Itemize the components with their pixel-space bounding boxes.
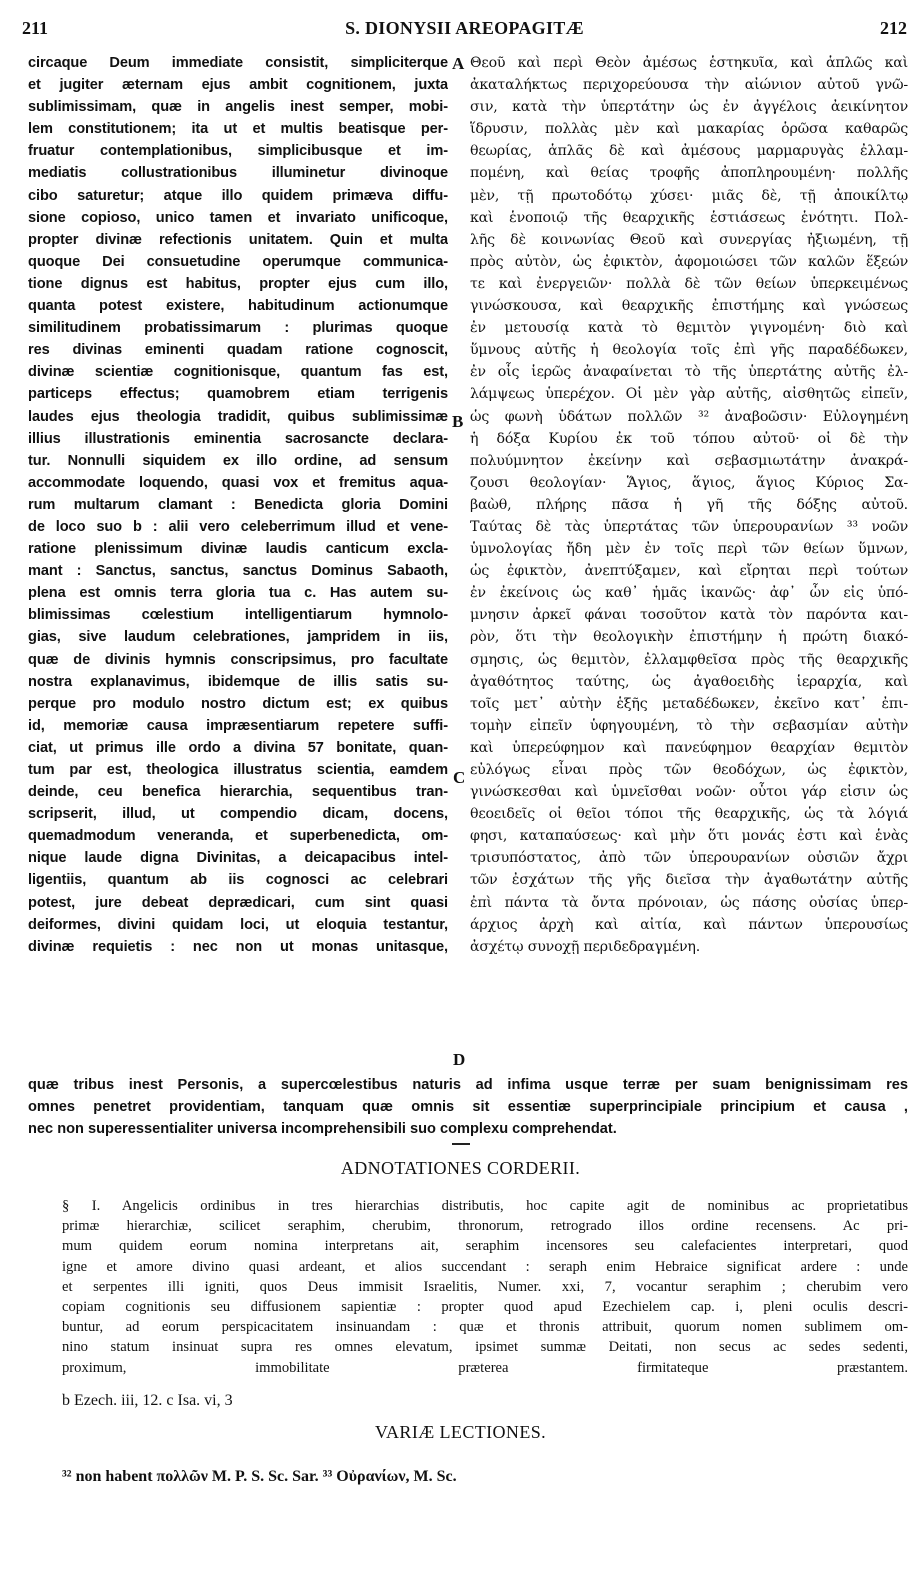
variae-lectiones-line: ³² non habent πολλῶν M. P. S. Sc. Sar. ³³ Οὐρανίων, M. Sc. [62, 1468, 457, 1485]
latin-text-line: nique laude digna Divinitas, a deicapacibus intel- [28, 850, 448, 867]
annotation-line: mum quidem eorum nomina interpretans ait, seraphim incensores seu calefacientes interpretari, quod [62, 1238, 908, 1255]
greek-text-line: ἐν ἐκείνοις ὡς καθ᾽ ἡμᾶς ἱκανῶς· ἀφ᾽ ὧν εἰς ὑπό- [470, 585, 908, 602]
section-marker-d: D [453, 1050, 466, 1069]
latin-text-line: quoque Dei consuetudine operumque communica- [28, 253, 448, 270]
latin-text-line: mant : Sanctus, sanctus, sanctus Dominus Sabaoth, [28, 563, 448, 580]
greek-text-line: γινώσκεσθαι καὶ ὑμνεῖσθαι νοῶν· οὗτοι γάρ εἰσιν ὡς [470, 784, 908, 801]
annotation-line: § I. Angelicis ordinibus in tres hierarchias distributis, hoc capite agit de nominibus ac proprietatibus [62, 1198, 908, 1214]
greek-text-line: θεωρίας, ἁπλᾶς δὲ καὶ ἀμέσους μαρμαρυγὰς ἐλλαμ- [470, 143, 908, 160]
section-marker-c: C [453, 768, 466, 787]
greek-text-line: τοῖς μετ᾽ αὐτὴν ἑξῆς μεταδέδωκεν, ἐκεῖνο κατ᾽ ἐπι- [470, 695, 908, 712]
latin-text-line: quanta potest existere, habitudinum actionumque [28, 298, 448, 315]
page-number-left: 211 [22, 18, 49, 38]
annotations-heading: ADNOTATIONES CORDERII. [340, 1158, 581, 1178]
latin-text-line: res divinas eminenti quadam ratione cognoscit, [28, 342, 448, 359]
latin-text-line: mediatis collustrationibus illuminetur divinoque [28, 165, 448, 182]
annotation-line: buntur, ad eorum perspicacitatem insinuandam : quæ et thronis attribuit, quorum nomen sublimem om- [62, 1319, 908, 1336]
greek-text-line: άρχιος ἀρχὴ καὶ αἰτία, καὶ πάντων ὑπερουσίως [470, 916, 908, 933]
greek-text-line: γινώσκουσα, καὶ θεαρχικῆς ἐπιστήμης καὶ γνώσεως [470, 298, 908, 315]
latin-text-line: potest, jure debeat deprædicari, cum sint quasi [28, 894, 448, 911]
greek-text-line: ἐν οἷς ἱερῶς ἀναφαίνεται τὸ τῆς ὑπερτάτης αὐτῆς ἐλ- [470, 364, 908, 381]
annotation-line: copiam cognitionis seu diffusionem sapientiæ : propter quod apud Ezechielem cap. i, pleni oculis descri- [62, 1299, 908, 1316]
variae-lectiones-heading: VARIÆ LECTIONES. [374, 1422, 547, 1442]
greek-text-line: ἀσχέτῳ συνοχῇ περιδεδραγμένη. [470, 938, 701, 955]
greek-text-line: βαὼθ, πλήρης πᾶσα ἡ γῆ τῆς δόξης αὐτοῦ. [470, 496, 908, 513]
greek-text-line: ὑμνολογίας ἤδη μὲν ἐν τοῖς περὶ τῶν θείων ὕμνων, [470, 541, 908, 558]
greek-text-line: πολυύμνητον ἐκείνην καὶ σεβασμιωτάτην ἀνακρά- [470, 452, 908, 469]
greek-text-line: πομένη, καὶ θείας τροφῆς ἀποπληρουμένη· πολλῆς [470, 165, 908, 182]
annotation-line: et serpentes illi igniti, quos Deus immisit Israelitis, Numer. xxi, 7, vocantur seraphim ; cherubim vero [62, 1278, 908, 1295]
latin-text-line: de loco suo b : alii vero celeberrimum illud et vene- [28, 518, 448, 535]
latin-text-line: deinde, ceu benefica hierarchia, sequentibus tran- [28, 784, 448, 801]
latin-text-line: circaque Deum immediate consistit, simpliciterque [28, 55, 448, 71]
greek-text-line: τομὴν εἰπεῖν ὑφηγουμένη, τὸ τὴν σεβασμίαν αὐτὴν [470, 717, 908, 734]
latin-text-line: divinæ requietis : nec non ut monas unitasque, [28, 938, 448, 955]
page-number-right: 212 [880, 18, 907, 38]
greek-text-line: ἡ δόξα Κυρίου ἐκ τοῦ τόπου αὐτοῦ· οἱ δὲ τὴν [470, 430, 908, 447]
latin-text-line: particeps effectus; quamobrem etiam terrigenis [28, 386, 448, 403]
latin-text-line: ligentiis, quantum ab iis cognosci ac celebrari [28, 872, 448, 889]
greek-text-line: μνησιν ἀρκεῖ φάναι τοσοῦτον κατὰ τὸν παρόντα και- [470, 607, 908, 624]
latin-text-line: rum multarum clamant : Benedicta gloria Domini [28, 496, 448, 513]
greek-text-line: ζουσι θεολογίαν· Ἅγιος, ἅγιος, ἅγιος Κύριος Σα- [470, 474, 908, 491]
latin-text-line: perque pro modulo nostro dictum est; ex quibus [28, 695, 448, 712]
latin-text-line: accommodate loquendo, quasi vox et fremitus aqua- [28, 474, 448, 491]
latin-continuation-line: nec non superessentialiter universa incomprehensibili suo complexu comprehendat. [28, 1121, 617, 1138]
latin-text-line: plena est omnis terra gloria tua c. Has autem su- [28, 585, 448, 602]
greek-text-line: καὶ ὑπερεύφημον καὶ πανεύφημον θεαρχίαν θεμιτὸν [470, 739, 908, 756]
latin-text-line: sione copioso, unico tamen et invariato unificoque, [28, 209, 448, 226]
latin-text-line: et jugiter æternam ejus ambit cognitionem, juxta [28, 77, 448, 94]
greek-text-line: εὐλόγως εἶναι πρὸς τῶν θεοδόχων, ὡς ἐφικτὸν, [470, 762, 908, 778]
greek-text-line: τρισυπόστατος, ἀπὸ τῶν ὑπερουρανίων οὐσιῶν ἄχρι [470, 850, 908, 867]
latin-text-line: scripserit, illud, ut compendio dicam, docens, [28, 806, 448, 823]
latin-text-line: id, memoriæ causa impræsentiarum repetere suffi- [28, 717, 448, 734]
greek-text-line: σμησις, ὡς θεμιτὸν, ἐλλαμφθεῖσα πρὸς τῆς θεαρχικῆς [470, 651, 908, 668]
latin-text-line: propter divinæ refectionis unitatem. Quin et multa [28, 231, 448, 248]
greek-text-line: πρὸς αὐτὸν, ὡς ἐφικτὸν, ἀφομοιώσει τῶν καλῶν ἕξεών [470, 253, 908, 270]
greek-column [470, 52, 908, 958]
greek-text-line: ἵδρυσιν, πολλὰς μὲν καὶ μακαρίας ὁρῶσα καθαρῶς [470, 121, 908, 138]
greek-text-line: Ταύτας δὲ τὰς ὑπερτάτας τῶν ὑπερουρανίων ³³ νοῶν [470, 518, 908, 535]
latin-text-line: quæ de divinis hymnis conscripsimus, pro facultate [28, 651, 448, 668]
latin-text-line: lem constitutionem; ita ut et multis beatisque per- [28, 121, 448, 138]
annotation-line: nino statum insinuat supra res omnes elevatum, ipsimet summæ Deitati, non secus ac sedes sedenti, [62, 1339, 908, 1356]
greek-text-line: ρὸν, ὅτι τὴν θεολογικὴν ἐπιστήμην ἡ πρώτη διακό- [470, 629, 908, 646]
latin-text-line: deiformes, divini quidam loci, ut eloquia testantur, [28, 916, 448, 933]
greek-text-line: ἐν μετουσίᾳ κατὰ τὸ θεμιτὸν γιγνομένη· διὸ καὶ [470, 320, 908, 337]
latin-text-line: ratione plenissimum divinæ laudis canticum excla- [28, 541, 448, 558]
greek-text-line: σιν, κατὰ τὴν ὑπερτάτην ὡς ἐν ἀγγέλοις ἀεικίνητον [470, 99, 908, 116]
greek-text-line: τε καὶ ἐνεργειῶν· πολλὰ δὲ τῶν θείων ὑπερκειμένως [470, 275, 908, 292]
latin-text-line: tur. Nonnulli siquidem ex illo ordine, ad sensum [28, 452, 448, 469]
latin-text-line: tione dignus est habitus, propter ejus cum illo, [28, 275, 448, 292]
separator-rule [452, 1143, 470, 1145]
latin-text-line: cibo saturetur; atque illo quidem primæva diffu- [28, 187, 448, 204]
latin-text-line: ciat, ut primus ille ordo a divina 57 bonitate, quan- [28, 739, 448, 756]
greek-text-line: ἀκαταλήκτως περιχορεύουσα τὴν αἰώνιον αὐτοῦ γνῶ- [470, 77, 908, 94]
latin-text-line: sublimissimam, quæ in angelis inest semper, mobi- [28, 99, 448, 116]
latin-text-line: nostra explanavimus, ibidemque de illis satis su- [28, 673, 448, 690]
latin-text-line: divinæ scientiæ cognitionisque, quantum fas est, [28, 364, 448, 381]
greek-text-line: λῆς δὲ κοινωνίας Θεοῦ καὶ συνεργίας ἠξιωμένη, τῇ [470, 231, 908, 248]
annotation-line: igne et amore divino quasi ardeant, et alios succendant : seraph enim Hebraice significat ardere : unde [62, 1258, 908, 1275]
latin-text-line: gias, sive laudum celebrationes, jampridem in iis, [28, 629, 448, 646]
greek-text-line: τῶν ἐσχάτων τῆς γῆς διεῖσα τὴν ἀγαθωτάτην αὐτῆς [470, 872, 908, 889]
latin-column [28, 52, 448, 958]
greek-text-line: ἀγαθότητος ταύτης, ὡς ἀγαθοειδὴς ἱεραρχία, καὶ [470, 673, 908, 690]
annotation-line: proximum, immobilitate præterea firmitateque præstantem. [62, 1359, 908, 1376]
greek-text-line: Θεοῦ καὶ περὶ Θεὸν ἀμέσως ἑστηκυῖα, καὶ ἁπλῶς καὶ [470, 55, 908, 71]
greek-text-line: ἐπὶ πάντα τὰ ὄντα πρόνοιαν, ὡς πάσης οὐσίας ὑπερ- [470, 894, 908, 911]
latin-text-line: tum par est, theologica illustratus scientia, eamdem [28, 762, 448, 778]
annotations-body [62, 1196, 908, 1378]
greek-text-line: ὕμνους αὐτῆς ἡ θεολογία τοῖς ἐπὶ γῆς παραδέδωκεν, [470, 342, 908, 359]
footnote-references: b Ezech. iii, 12. c Isa. vi, 3 [62, 1392, 233, 1409]
greek-text-line: λάμψεως ὑπερέχον. Οἱ μὲν γὰρ αὐτῆς, αἰσθητῶς εἰπεῖν, [470, 386, 908, 403]
latin-text-line: illius illustrationis eminentia sacrosancte declara- [28, 430, 448, 447]
latin-text-line: similitudinem probatissimarum : plurimas quoque [28, 320, 448, 337]
running-header [22, 18, 907, 42]
latin-continuation-line: omnes penetret providentiam, tanquam quæ omnis sit essentiæ superprincipiale principium et causa , [28, 1099, 908, 1116]
greek-text-line: ὡς φωνὴ ὑδάτων πολλῶν ³² ἀναβοῶσιν· Εὐλογημένη [470, 408, 908, 425]
running-title: S. DIONYSII AREOPAGITÆ [345, 18, 584, 38]
latin-continuation-line: quæ tribus inest Personis, a supercœlestibus naturis ad infima usque terræ per suam benignissimam res [28, 1077, 908, 1093]
latin-text-line: quemadmodum veneranda, et superbenedicta, om- [28, 828, 448, 845]
greek-text-line: ὡς ἐφικτὸν, ἀνεπτύξαμεν, καὶ εἴρηται περὶ τούτων [470, 563, 908, 580]
greek-text-line: θεοειδεῖς οἱ θεῖοι τόποι τῆς θεαρχικῆς, ὡς τὰ λόγιά [470, 806, 908, 823]
latin-continuation [28, 1074, 908, 1140]
greek-text-line: καὶ ἑνοποιῷ τῆς θεαρχικῆς ἑστιάσεως ἑνότητι. Πολ- [470, 209, 908, 226]
annotation-line: primæ hierarchiæ, scilicet seraphim, cherubim, thronorum, retrogrado illos ordine recensens. Ac pri- [62, 1218, 908, 1235]
greek-text-line: φησι, καταπαύσεως· καὶ μὴν ὅτι μονάς ἐστι καὶ ἑνὰς [470, 828, 908, 845]
section-marker-a: A [452, 54, 465, 73]
latin-text-line: laudes ejus theologia tradidit, quibus sublimissimæ [28, 408, 448, 425]
section-marker-b: B [452, 412, 464, 431]
greek-text-line: μὲν, τῇ πρωτοδότῳ χύσει· μιᾶς δὲ, τῇ ἀποικίλτῳ [470, 187, 908, 204]
latin-text-line: blimissimas cœlestium intelligentiarum hymnolo- [28, 607, 448, 624]
latin-text-line: fruatur contemplationibus, simplicibusque et im- [28, 143, 448, 160]
